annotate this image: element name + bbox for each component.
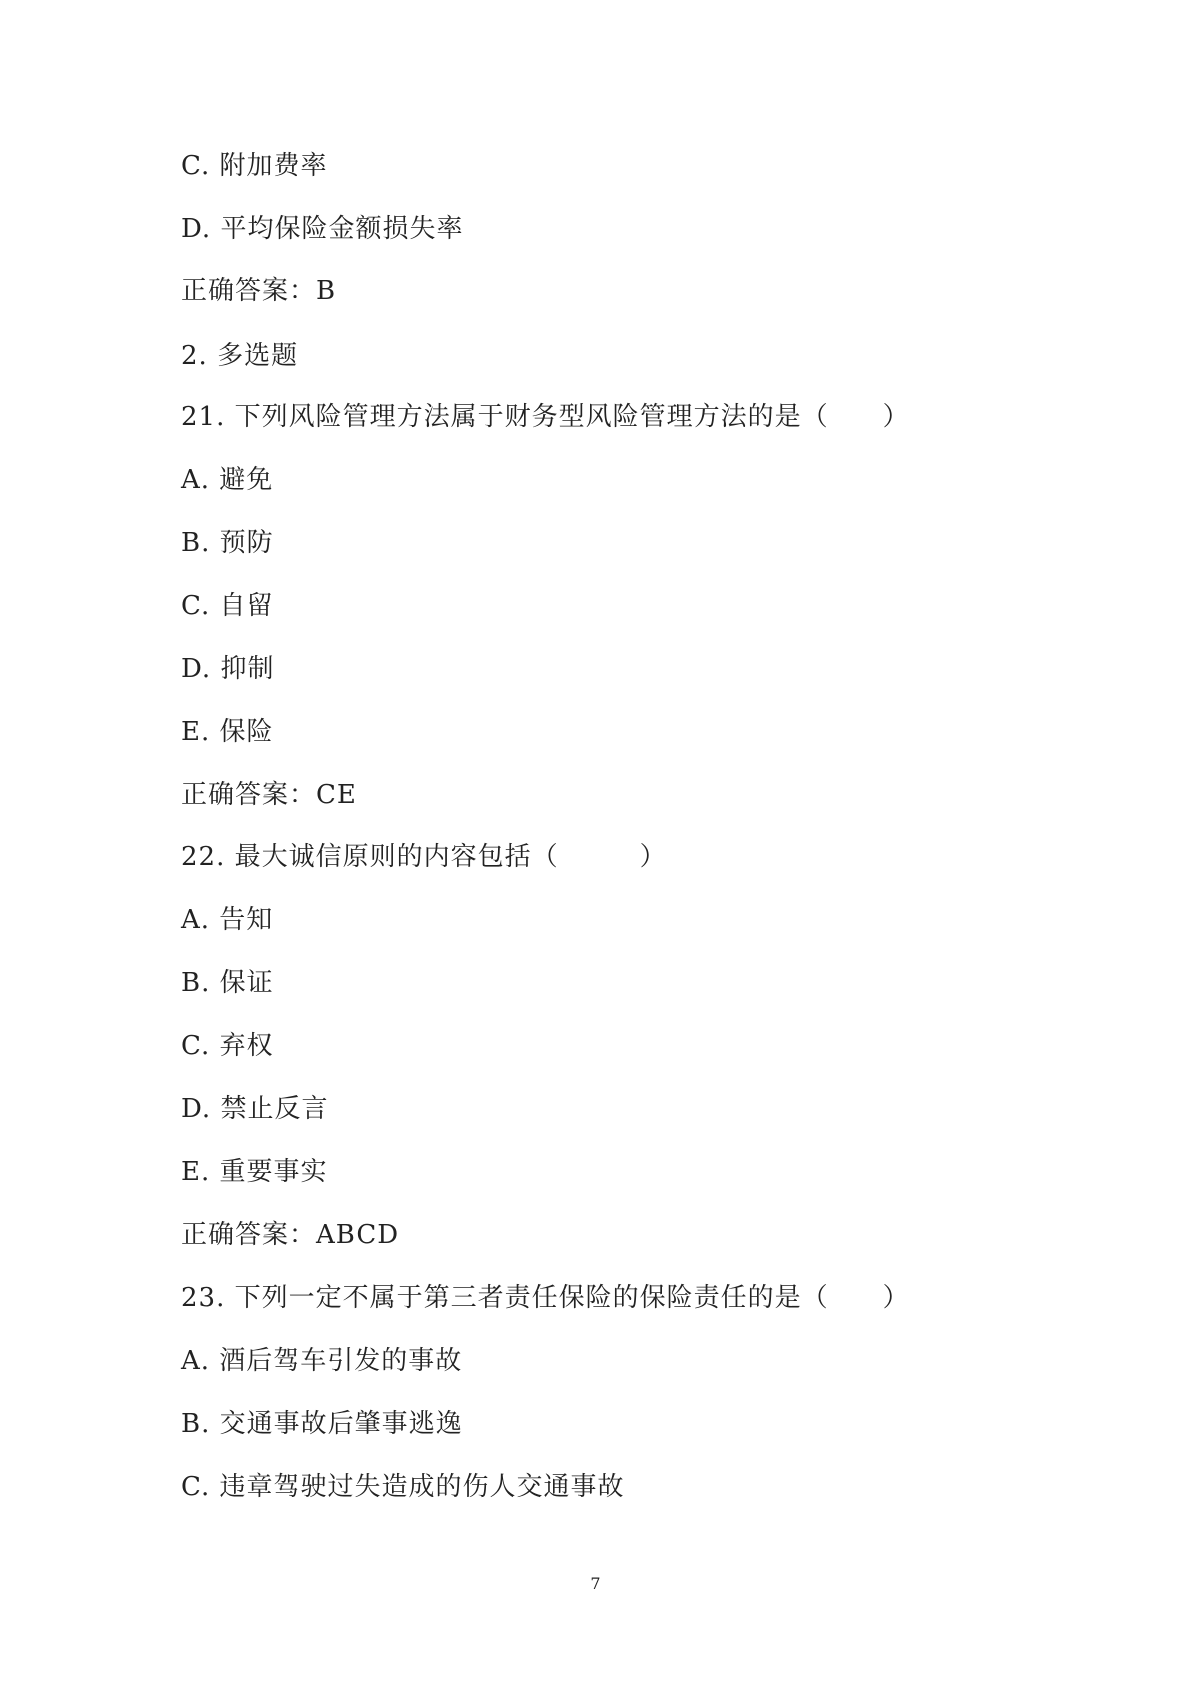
option-b-q21: B. 预防 (181, 528, 274, 558)
option-a-q21: A. 避免 (181, 465, 274, 495)
question-23: 23. 下列一定不属于第三者责任保险的保险责任的是（ ） (181, 1283, 910, 1313)
answer-q20: 正确答案：B (181, 276, 337, 306)
option-b-q23: B. 交通事故后肇事逃逸 (181, 1409, 463, 1439)
answer-q21: 正确答案：CE (181, 780, 357, 810)
question-21: 21. 下列风险管理方法属于财务型风险管理方法的是（ ） (181, 402, 910, 432)
option-c-q22: C. 弃权 (181, 1031, 274, 1061)
option-d-q20: D. 平均保险金额损失率 (181, 214, 464, 244)
page-number: 7 (590, 1574, 601, 1593)
option-c-q20: C. 附加费率 (181, 151, 328, 181)
option-e-q22: E. 重要事实 (181, 1157, 328, 1187)
option-b-q22: B. 保证 (181, 968, 274, 998)
option-e-q21: E. 保险 (181, 717, 274, 747)
option-c-q21: C. 自留 (181, 591, 274, 621)
option-d-q22: D. 禁止反言 (181, 1094, 329, 1124)
section-heading: 2. 多选题 (181, 341, 299, 371)
option-a-q23: A. 酒后驾车引发的事故 (181, 1346, 463, 1376)
option-a-q22: A. 告知 (181, 905, 274, 935)
answer-q22: 正确答案：ABCD (181, 1220, 400, 1250)
option-d-q21: D. 抑制 (181, 654, 275, 684)
option-c-q23: C. 违章驾驶过失造成的伤人交通事故 (181, 1472, 625, 1502)
question-22: 22. 最大诚信原则的内容包括（ ） (181, 842, 667, 872)
